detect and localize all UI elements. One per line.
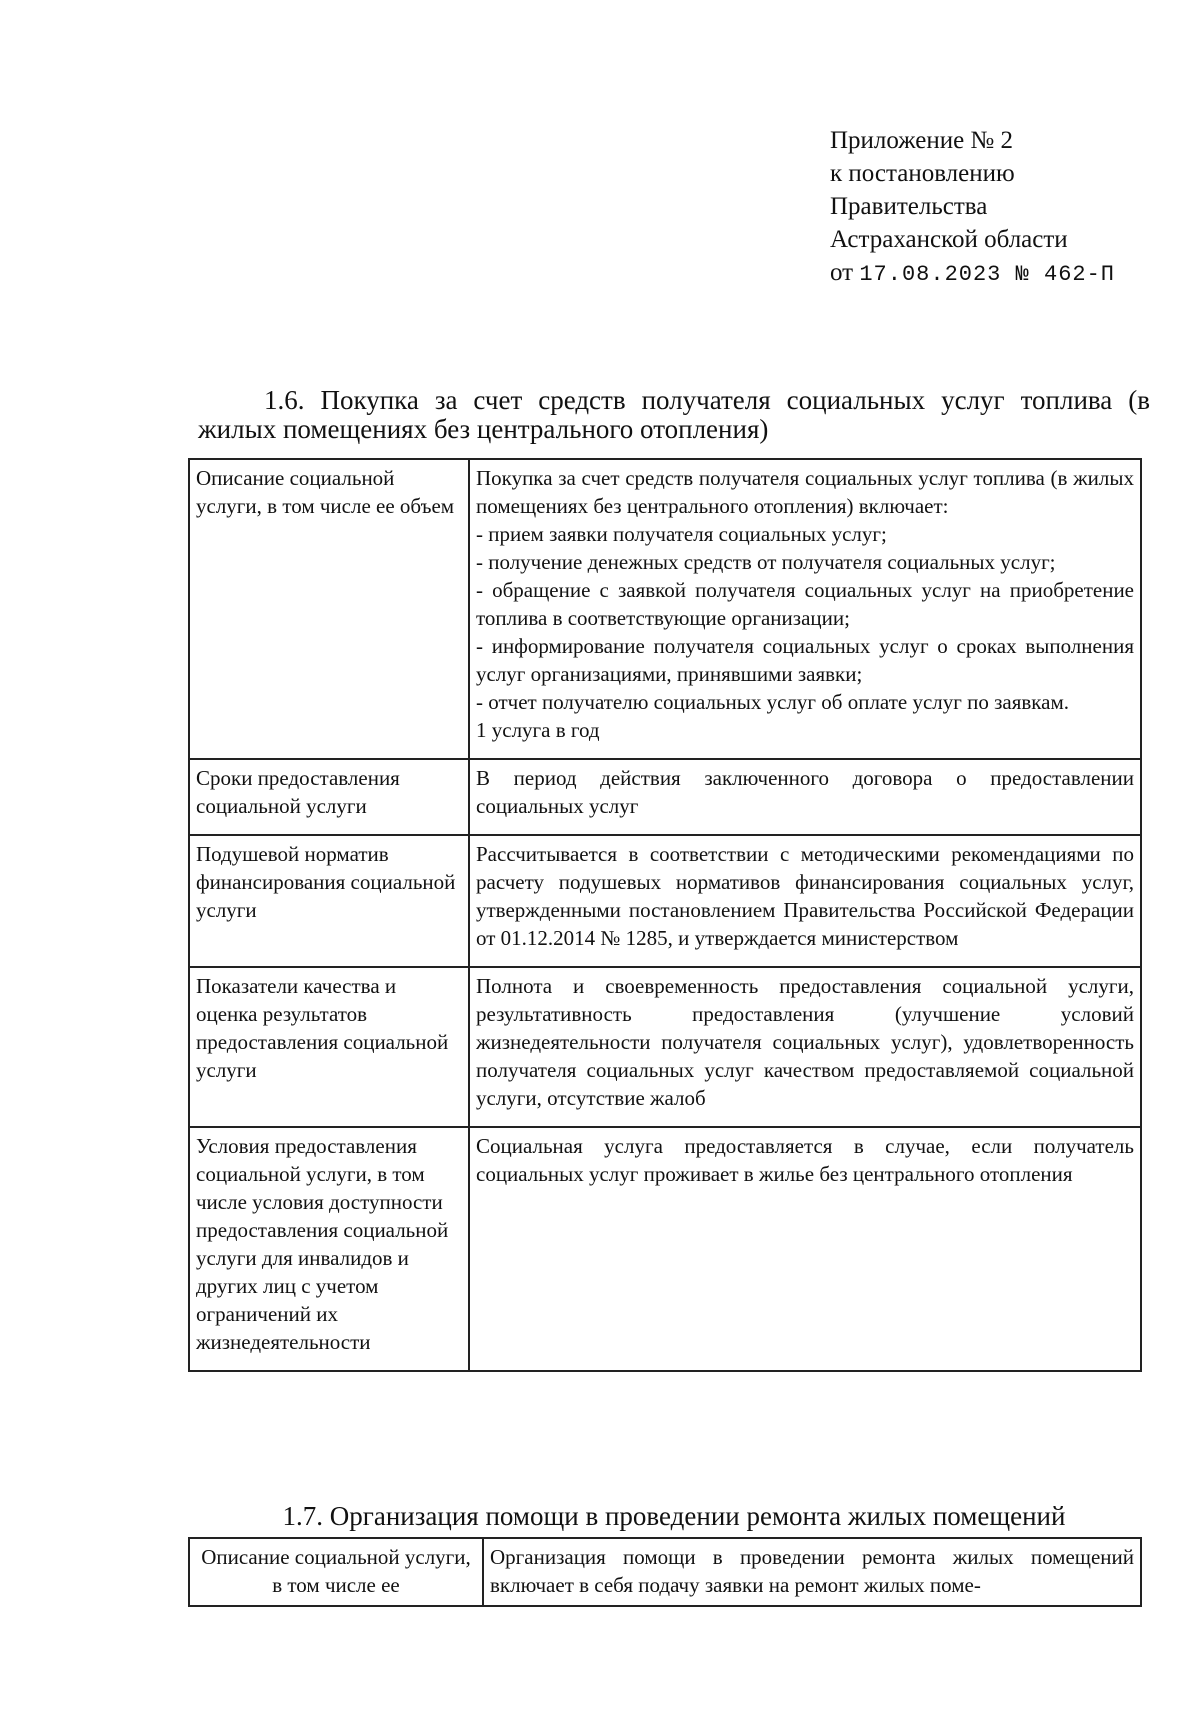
appendix-title: Приложение № 2 [830,127,1014,154]
section-17-table [188,1537,1142,1607]
row-label: Описание социальной услуги, в том числе ее [189,1538,483,1606]
content-line: 1 услуга в год [476,718,600,742]
row-content: В период действия заключенного договора о предоставлении социальных услуг [469,759,1141,835]
section-16-title: 1.6. Покупка за счет средств получателя социальных услуг топлива (в жилых помещениях без центрального отопления) [198,385,1150,444]
content-line: - обращение с заявкой получателя социальных услуг на приобретение топлива в соответствующие организации; [476,578,1134,630]
row-label: Подушевой норматив финансирования социальной услуги [189,835,469,967]
appendix-line-2: к постановлению [830,160,1015,187]
section-16-table [188,458,1142,1372]
appendix-line-3: Правительства [830,193,988,220]
table-row [189,835,1141,967]
row-label: Описание социальной услуги, в том числе ее объем [189,459,469,759]
row-content: Рассчитывается в соответствии с методическими рекомендациями по расчету подушевых нормативов финансирования социальных услуг, утвержденными постановлением Правительства Российской Федерации от 01.12.2014 № 1285, и утверждается министерством [469,835,1141,967]
appendix-line-4: Астраханской области [830,226,1068,253]
table-row [189,459,1141,759]
table-row [189,759,1141,835]
row-label: Условия предоставления социальной услуги, в том числе условия доступности предоставления социальной услуги для инвалидов и других лиц с учетом ограничений их жизнедеятельности [189,1127,469,1371]
content-line: Покупка за счет средств получателя социальных услуг топлива (в жилых помещениях без центрального отопления) включает: [476,466,1134,518]
row-content: Социальная услуга предоставляется в случае, если получатель социальных услуг проживает в жилье без центрального отопления [469,1127,1141,1371]
appendix-date [830,256,1115,291]
row-label: Сроки предоставления социальной услуги [189,759,469,835]
row-content [469,459,1141,759]
content-line: - прием заявки получателя социальных услуг; [476,522,887,546]
row-content: Полнота и своевременность предоставления социальной услуги, результативность предоставления (улучшение условий жизнедеятельности получателя социальных услуг), удовлетворенность получателя социальных услуг качеством предоставляемой социальной услуги, отсутствие жалоб [469,967,1141,1127]
appendix-date-prefix: от [830,259,854,286]
row-label: Показатели качества и оценка результатов предоставления социальной услуги [189,967,469,1127]
content-line: - информирование получателя социальных услуг о сроках выполнения услуг организациями, принявшими заявки; [476,634,1134,686]
section-17-title: 1.7. Организация помощи в проведении ремонта жилых помещений [282,1501,1066,1531]
content-line: - получение денежных средств от получателя социальных услуг; [476,550,1056,574]
table-row [189,967,1141,1127]
content-line: - отчет получателю социальных услуг об оплате услуг по заявкам. [476,690,1070,714]
appendix-date-number: 17.08.2023 № 462-П [859,262,1115,287]
row-content: Организация помощи в проведении ремонта жилых помещений включает в себя подачу заявки на ремонт жилых поме- [483,1538,1141,1606]
table-row [189,1127,1141,1371]
appendix-block [830,124,1115,291]
table-row [189,1538,1141,1606]
